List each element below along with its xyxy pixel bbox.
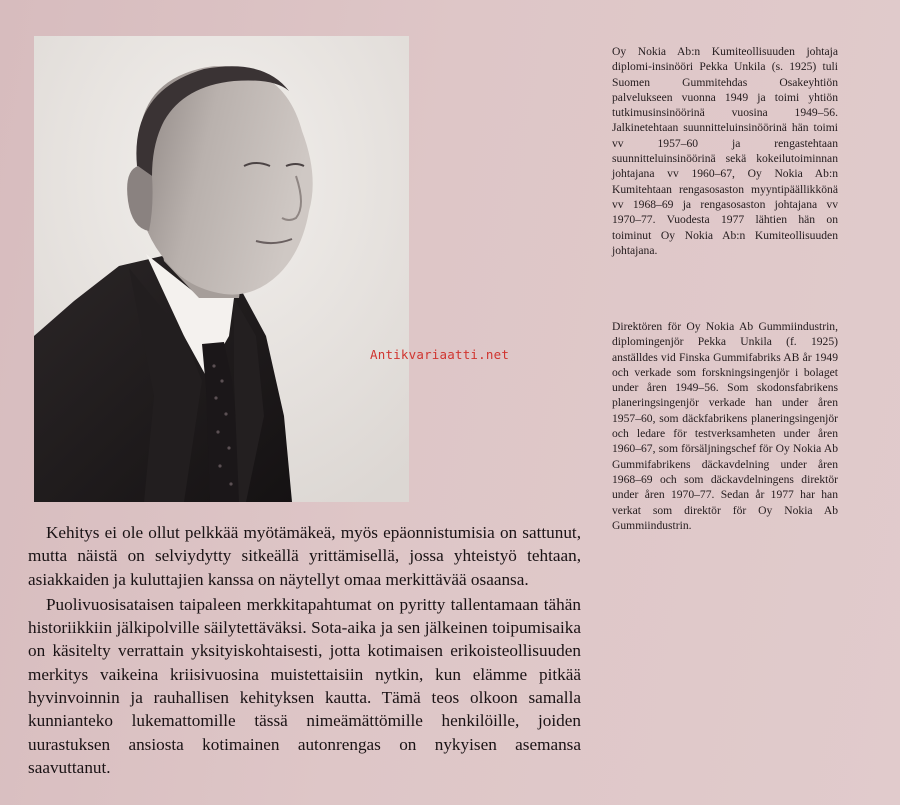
body-text	[28, 521, 581, 779]
body-paragraph: Kehitys ei ole ollut pelkkää myötämäkeä, myös epäonnistumisia on sattunut, mutta näistä on selviydytty sitkeällä yrittämisellä, jossa yhteistyö tehtaan, asiakkaiden ja kuluttajien kanssa on näytellyt omaa merkittävää osaansa.	[28, 523, 581, 589]
caption-finnish	[612, 44, 838, 258]
portrait-photo	[34, 36, 409, 502]
caption-swedish-text: Direktören för Oy Nokia Ab Gummiindustrin, diplomingenjör Pekka Unkila (f. 1925) anställdes vid Finska Gummifabriks AB år 1949 och verkade som forskningsingenjör i bolaget under åren 1949–56. Som skodonsfabrikens planeringsingenjör verkade han under åren 1957–60, som däckfabrikens planeringsingenjör och ledare för testverksamheten under åren 1960–67, som försäljningschef för Oy Nokia Ab Gummifabrikens däckavdelning under åren 1968–69 och som däckavdelningens direktör under åren 1970–77. Sedan år 1977 har han verkat som direktör för Oy Nokia Ab Gummiindustrin.	[612, 320, 838, 532]
body-paragraph: Puolivuosisataisen taipaleen merkkitapahtumat on pyritty tallentamaan tähän historiikkiin jälkipolville säilytettäväksi. Sota-aika ja sen jälkeinen toipumisaika on käsitelty verrattain yksityiskohtaisesti, jotta kotimaisen erikoisteollisuuden merkitys vaikeina kriisivuosina muistettaisiin nytkin, kun elämme pitkää hyvinvoinnin ja rauhallisen kehityksen kautta. Tämä teos olkoon samalla kunnianteko lukemattomille tässä nimeämättömille henkilöille, joiden uurastuksen ansiosta kotimainen autonrengas on nykyisen asemansa saavuttanut.	[28, 594, 581, 777]
caption-swedish	[612, 319, 838, 533]
caption-finnish-text: Oy Nokia Ab:n Kumiteollisuuden johtaja diplomi-insinööri Pekka Unkila (s. 1925) tuli Suomen Gummitehdas Osakeyhtiön palvelukseen vuonna 1949 ja toimi yhtiön tutkimusinsinöörinä vuosina 1949–56. Jalkinetehtaan suunnitteluinsinöörinä hän toimi vv 1957–60 ja rengastehtaan suunnitteluinsinöörinä sekä kokeilutoiminnan johtajana vv 1960–67, Oy Nokia Ab:n Kumitehtaan rengasosaston myyntipäällikkönä vv 1968–69 ja rengasosaston johtajana vv 1970–77. Vuodesta 1977 lähtien hän on toiminut Oy Nokia Ab:n Kumiteollisuuden johtajana.	[612, 45, 838, 257]
watermark-text: Antikvariaatti.net	[370, 347, 510, 362]
